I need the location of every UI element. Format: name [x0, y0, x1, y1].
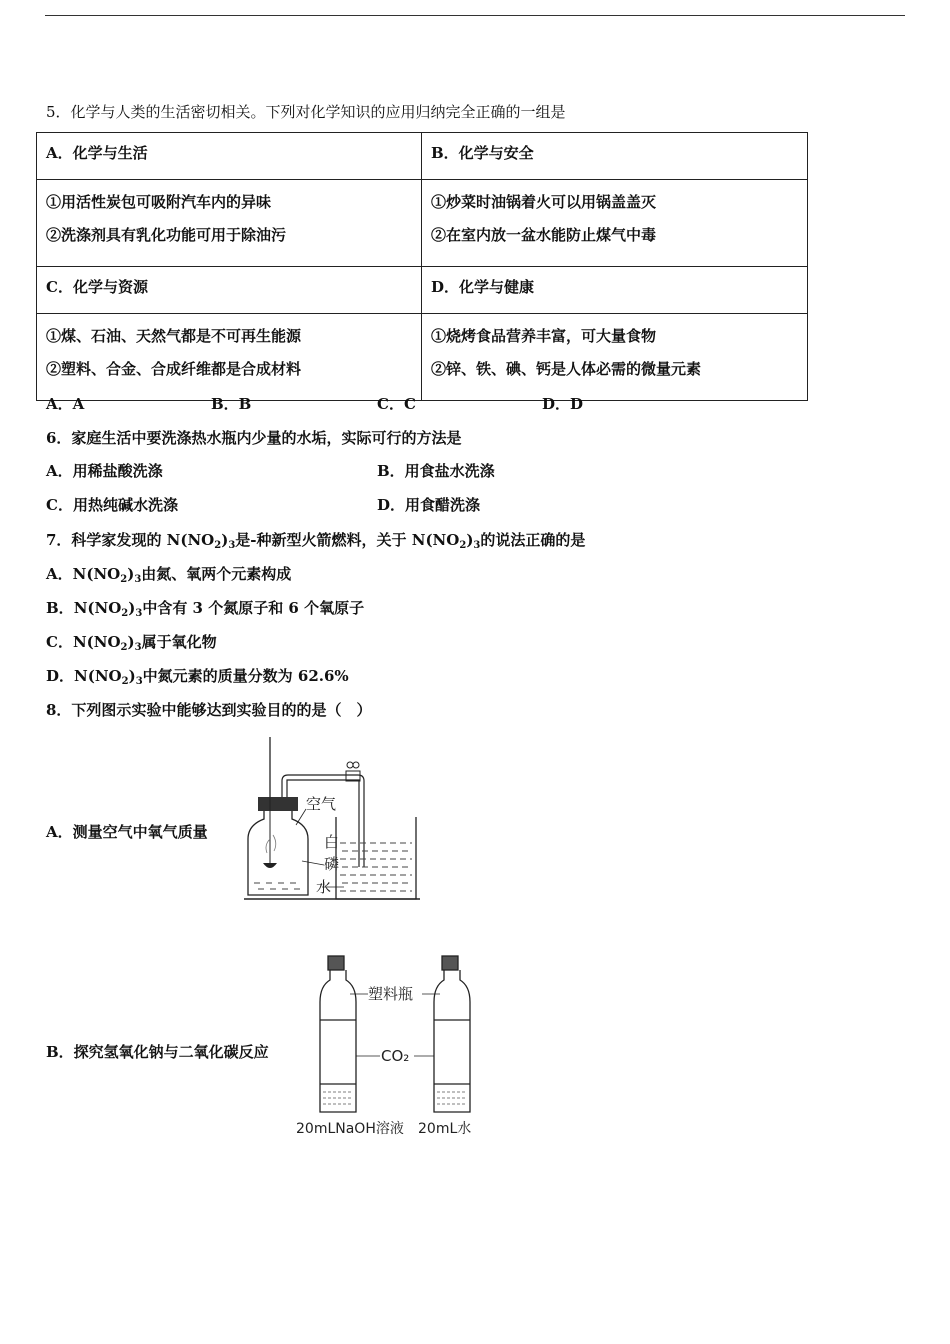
- cell-a-line-2: ②洗涤剂具有乳化功能可用于除油污: [46, 226, 287, 244]
- q5-option-b[interactable]: B．B: [211, 395, 252, 413]
- stopper: [258, 797, 298, 811]
- subscript: 2: [214, 540, 222, 551]
- q5-option-d[interactable]: D．D: [542, 395, 584, 413]
- delivery-tube: [282, 775, 364, 867]
- option-label: B．: [46, 599, 74, 617]
- cell-d-line-1: ①烧烤食品营养丰富，可大量食物: [431, 327, 657, 345]
- q7-option-b[interactable]: B．$N(NO_2)_3$中含有 3 个氮原子和 6 个氧原子: [46, 599, 365, 619]
- subscript: 2: [120, 574, 128, 585]
- subscript: 2: [121, 676, 129, 687]
- label-phosphorus-1: 白: [324, 833, 340, 851]
- q7-stem-part-3: 的说法正确的是: [480, 531, 586, 549]
- label-plastic-bottle: 塑料瓶: [368, 985, 414, 1003]
- subscript: 3: [134, 574, 142, 585]
- option-label: A．: [46, 565, 73, 583]
- figure-phosphorus-apparatus: [240, 735, 430, 905]
- q6-option-a[interactable]: A．用稀盐酸洗涤: [46, 462, 163, 480]
- cell-a-body: [37, 180, 422, 267]
- label-co2: CO₂: [381, 1047, 410, 1065]
- header-rule: [45, 15, 905, 16]
- option-text: 中氮元素的质量分数为 62.6%: [142, 667, 349, 685]
- smoke: [266, 835, 276, 853]
- cell-b-body: [422, 180, 808, 267]
- flask-water: [254, 883, 300, 889]
- q7-stem: 7．科学家发现的 $N(NO_2)_3$是-种新型火箭燃料，关于 $N(NO_2)_3$的说法正确的是: [46, 531, 586, 551]
- label-air: 空气: [306, 795, 337, 813]
- q6-option-d[interactable]: D．用食醋洗涤: [377, 496, 481, 514]
- formula: N(NO: [72, 565, 121, 583]
- cell-d-line-2: ②锌、铁、碘、钙是人体必需的微量元素: [431, 360, 702, 378]
- formula: N(NO: [73, 599, 122, 617]
- plastic-bottle-right: [434, 956, 470, 1112]
- cell-b-line-1: ①炒菜时油锅着火可以用锅盖盖灭: [431, 193, 657, 211]
- subscript: 3: [135, 608, 143, 619]
- cell-b-head: B．化学与安全: [422, 133, 808, 180]
- q7-stem-part-2: 是-种新型火箭燃料，关于 N(NO: [235, 531, 460, 549]
- subscript: 3: [135, 676, 143, 687]
- q5-table: [36, 132, 808, 401]
- label-water: 水: [316, 878, 332, 896]
- option-text: 属于氧化物: [141, 633, 217, 651]
- cell-c-line-2: ②塑料、合金、合成纤维都是合成材料: [46, 360, 302, 378]
- figure-co2-bottles: [290, 950, 490, 1145]
- cell-c-head: C．化学与资源: [37, 267, 422, 314]
- option-text: 由氮、氧两个元素构成: [141, 565, 292, 583]
- option-label: C．: [46, 633, 73, 651]
- q6-stem: 6．家庭生活中要洗涤热水瓶内少量的水垢，实际可行的方法是: [46, 429, 462, 447]
- q8-option-b[interactable]: B．探究氢氧化钠与二氧化碳反应: [46, 1043, 269, 1061]
- subscript: 3: [228, 540, 236, 551]
- subscript: 3: [473, 540, 481, 551]
- option-text: 中含有 3 个氮原子和 6 个氧原子: [142, 599, 365, 617]
- delivery-tube-inner: [287, 780, 359, 867]
- cell-b-line-2: ②在室内放一盆水能防止煤气中毒: [431, 226, 657, 244]
- beaker: [336, 817, 416, 899]
- q8-option-a[interactable]: A．测量空气中氧气质量: [46, 823, 208, 841]
- cell-a-line-1: ①用活性炭包可吸附汽车内的异味: [46, 193, 272, 211]
- q5-stem: 5．化学与人类的生活密切相关。下列对化学知识的应用归纳完全正确的一组是: [46, 103, 566, 121]
- formula: N(NO: [72, 633, 121, 651]
- formula: N(NO: [74, 667, 122, 685]
- cell-c-line-1: ①煤、石油、天然气都是不可再生能源: [46, 327, 302, 345]
- clip-icon: [347, 762, 353, 768]
- phosphorus-spoon: [263, 863, 277, 868]
- plastic-bottle-left: [320, 956, 356, 1112]
- label-phosphorus-2: 磷: [324, 855, 340, 873]
- q7-stem-part-1: 7．科学家发现的 N(NO: [46, 531, 215, 549]
- cell-d-head: D．化学与健康: [422, 267, 808, 314]
- label-naoh: 20mLNaOH溶液: [296, 1121, 404, 1137]
- water-solution: [437, 1092, 467, 1104]
- subscript: 2: [459, 540, 467, 551]
- q7-option-c[interactable]: C．$N(NO_2)_3$属于氧化物: [46, 633, 217, 653]
- label-water-20ml: 20mL水: [418, 1121, 472, 1137]
- cell-a-head: A．化学与生活: [37, 133, 422, 180]
- naoh-solution: [323, 1092, 353, 1104]
- q7-option-d[interactable]: D．$N(NO_2)_3$中氮元素的质量分数为 62.6%: [46, 667, 349, 687]
- q8-stem: 8．下列图示实验中能够达到实验目的的是（ ）: [46, 701, 372, 719]
- q6-option-b[interactable]: B．用食盐水洗涤: [377, 462, 495, 480]
- subscript: 2: [121, 608, 129, 619]
- q5-option-a[interactable]: A．A: [46, 395, 85, 413]
- q5-option-c[interactable]: C．C: [377, 395, 416, 413]
- cell-d-body: [422, 314, 808, 401]
- option-label: D．: [46, 667, 75, 685]
- q6-option-c[interactable]: C．用热纯碱水洗涤: [46, 496, 178, 514]
- cell-c-body: [37, 314, 422, 401]
- flask: [248, 811, 308, 895]
- beaker-water: [340, 843, 412, 891]
- subscript: 2: [120, 642, 128, 653]
- q7-option-a[interactable]: A．$N(NO_2)_3$由氮、氧两个元素构成: [46, 565, 292, 585]
- subscript: 3: [134, 642, 142, 653]
